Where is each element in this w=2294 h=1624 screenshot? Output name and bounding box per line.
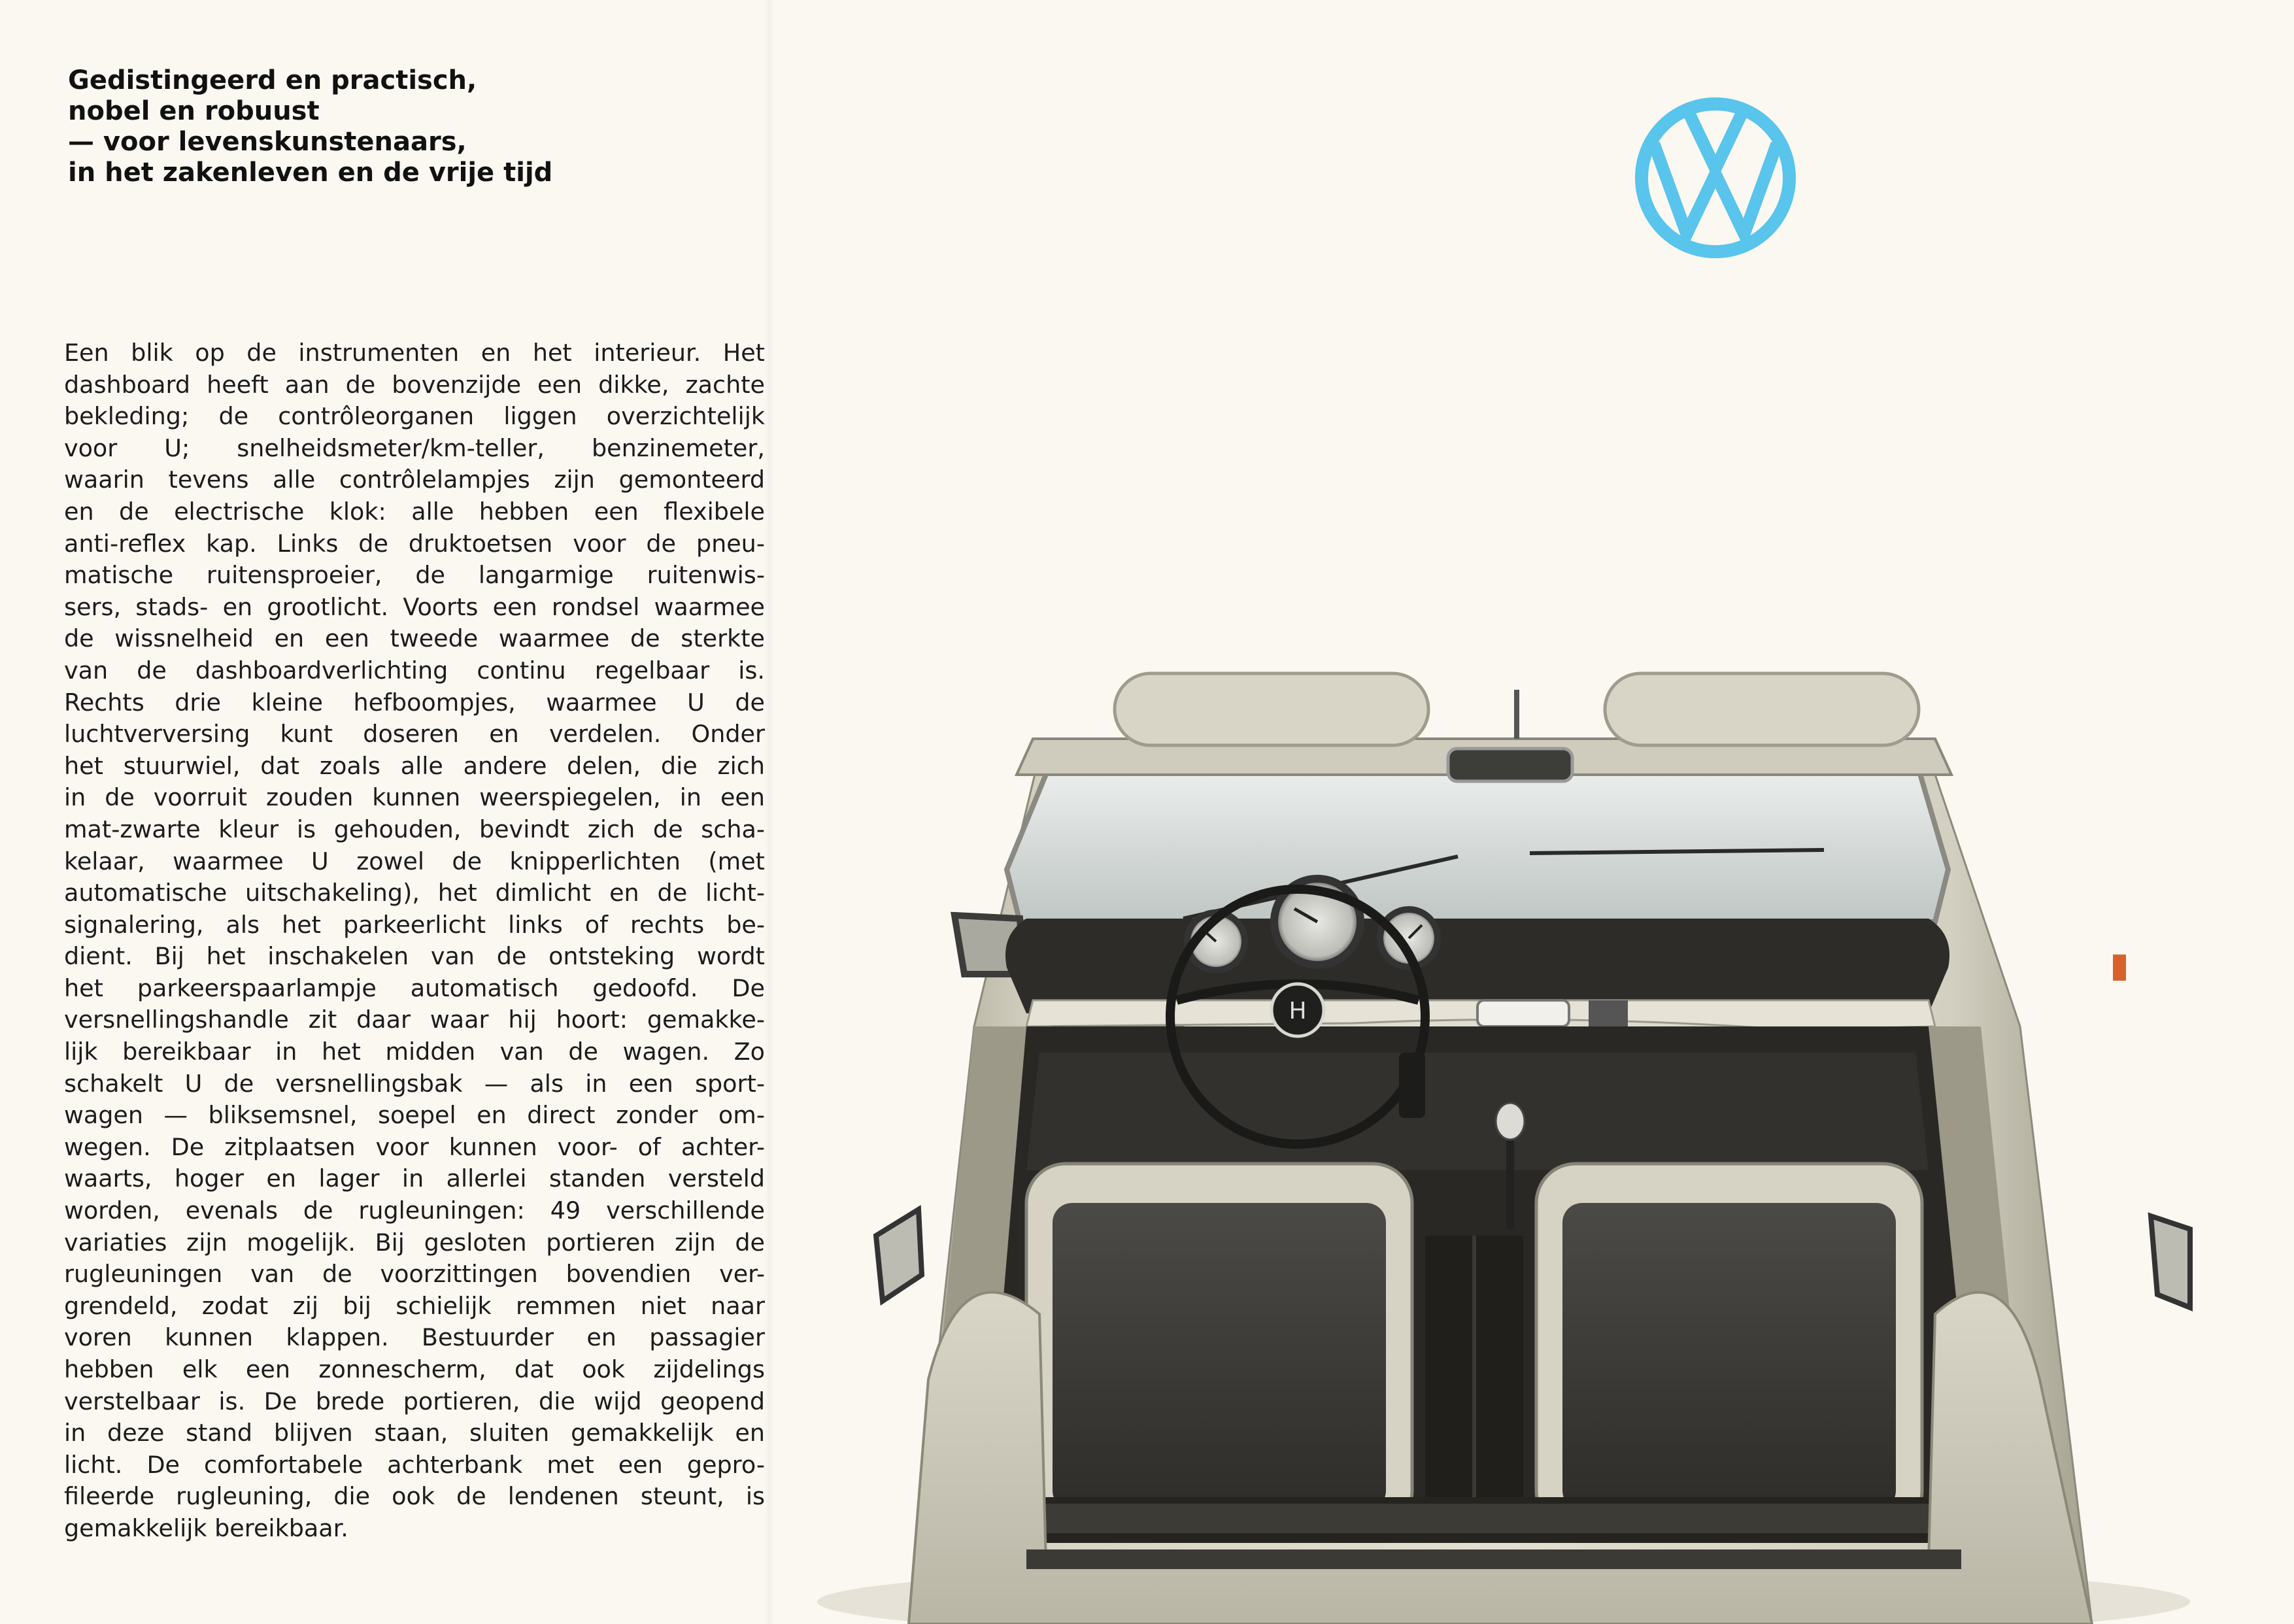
body-text-line: in de voorruit zouden kunnen weerspiegelen, in een (64, 783, 765, 812)
body-text-line: sers, stads- en grootlicht. Voorts een rondsel waarmee (64, 592, 765, 621)
body-text-line: Rechts drie kleine hefboompjes, waarmee U de (64, 688, 765, 717)
body-text-line: variaties zijn mogelijk. Bij gesloten portieren zijn de (64, 1228, 765, 1257)
body-text-line: kelaar, waarmee U zowel de knipperlichten (met (64, 847, 765, 875)
body-text-line: rugleuningen van de voorzittingen bovendien ver- (64, 1260, 765, 1289)
page-fold (765, 0, 774, 1624)
headline-line-2: nobel en robuust (68, 96, 320, 126)
body-text-line: grendeld, zodat zij bij schielijk remmen niet naar (64, 1291, 765, 1320)
body-text-line: licht. De comfortabele achterbank met een gepro- (64, 1450, 765, 1479)
body-text-line: versnellingshandle zit daar waar hij hoort: gemakke- (64, 1006, 765, 1034)
body-text-line: matische ruitensproeier, de langarmige ruitenwis- (64, 561, 765, 590)
body-text-line: wegen. De zitplaatsen voor kunnen voor- of achter- (64, 1132, 765, 1161)
vw-logo-icon (1634, 97, 1796, 259)
body-text-line: voren kunnen klappen. Bestuurder en passagier (64, 1323, 765, 1352)
body-text-line: en de electrische klok: alle hebben een flexibele (64, 497, 765, 526)
body-text-line: het stuurwiel, dat zoals alle andere delen, die zich (64, 751, 765, 780)
body-text-line: hebben elk een zonnescherm, dat ook zijdelings (64, 1355, 765, 1383)
body-text-line: mat-zwarte kleur is gehouden, bevindt zich de scha- (64, 815, 765, 843)
body-text-line: dient. Bij het inschakelen van de ontsteking wordt (64, 942, 765, 971)
body-text-line: in deze stand blijven staan, sluiten gemakkelijk en (64, 1419, 765, 1447)
body-text-line: waarts, hoger en lager in allerlei standen versteld (64, 1164, 765, 1193)
body-text-line: de wissnelheid en een tweede waarmee de sterkte (64, 624, 765, 653)
body-text-line: wagen — bliksemsnel, soepel en direct zonder om- (64, 1101, 765, 1130)
body-text-line: fileerde rugleuning, die ook de lendenen steunt, is (64, 1482, 765, 1511)
body-text-line: bekleding; de contrôleorganen liggen overzichtelijk (64, 402, 765, 431)
body-text-line: het parkeerspaarlampje automatisch gedoofd. De (64, 973, 765, 1002)
headline-line-3: — voor levenskunstenaars, (68, 127, 467, 157)
body-text (64, 337, 765, 1545)
body-text-line: verstelbaar is. De brede portieren, die wijd geopend (64, 1387, 765, 1415)
body-text-line: worden, evenals de rugleuningen: 49 verschillende (64, 1196, 765, 1225)
body-text-line: signalering, als het parkeerlicht links of rechts be- (64, 910, 765, 939)
headline (68, 65, 722, 188)
body-text-line: schakelt U de versnellingsbak — als in een sport- (64, 1069, 765, 1098)
dashboard (1005, 919, 1949, 1013)
body-text-line: luchtverversing kunt doseren en verdelen. Onder (64, 720, 765, 749)
body-text-line: dashboard heeft aan de bovenzijde een dikke, zachte (64, 370, 765, 399)
body-text-line: anti-reflex kap. Links de druktoetsen voor de pneu- (64, 529, 765, 558)
body-text-line: van de dashboardverlichting continu regelbaar is. (64, 656, 765, 685)
body-text-line: lijk bereikbaar in het midden van de wagen. Zo (64, 1038, 765, 1066)
body-text-line: automatische uitschakeling), het dimlicht en de licht- (64, 879, 765, 907)
body-text-line: waarin tevens alle contrôlelampjes zijn gemonteerd (64, 465, 765, 494)
body-text-line: gemakkelijk bereikbaar. (64, 1514, 348, 1542)
svg-text:H: H (1289, 998, 1307, 1024)
body-text-line: voor U; snelheidsmeter/km-teller, benzinemeter, (64, 433, 765, 462)
headline-line-1: Gedistingeerd en practisch, (68, 65, 477, 95)
car-interior-photo (778, 660, 2294, 1624)
headline-line-4: in het zakenleven en de vrije tijd (68, 158, 553, 188)
body-text-line: Een blik op de instrumenten en het interieur. Het (64, 339, 765, 367)
